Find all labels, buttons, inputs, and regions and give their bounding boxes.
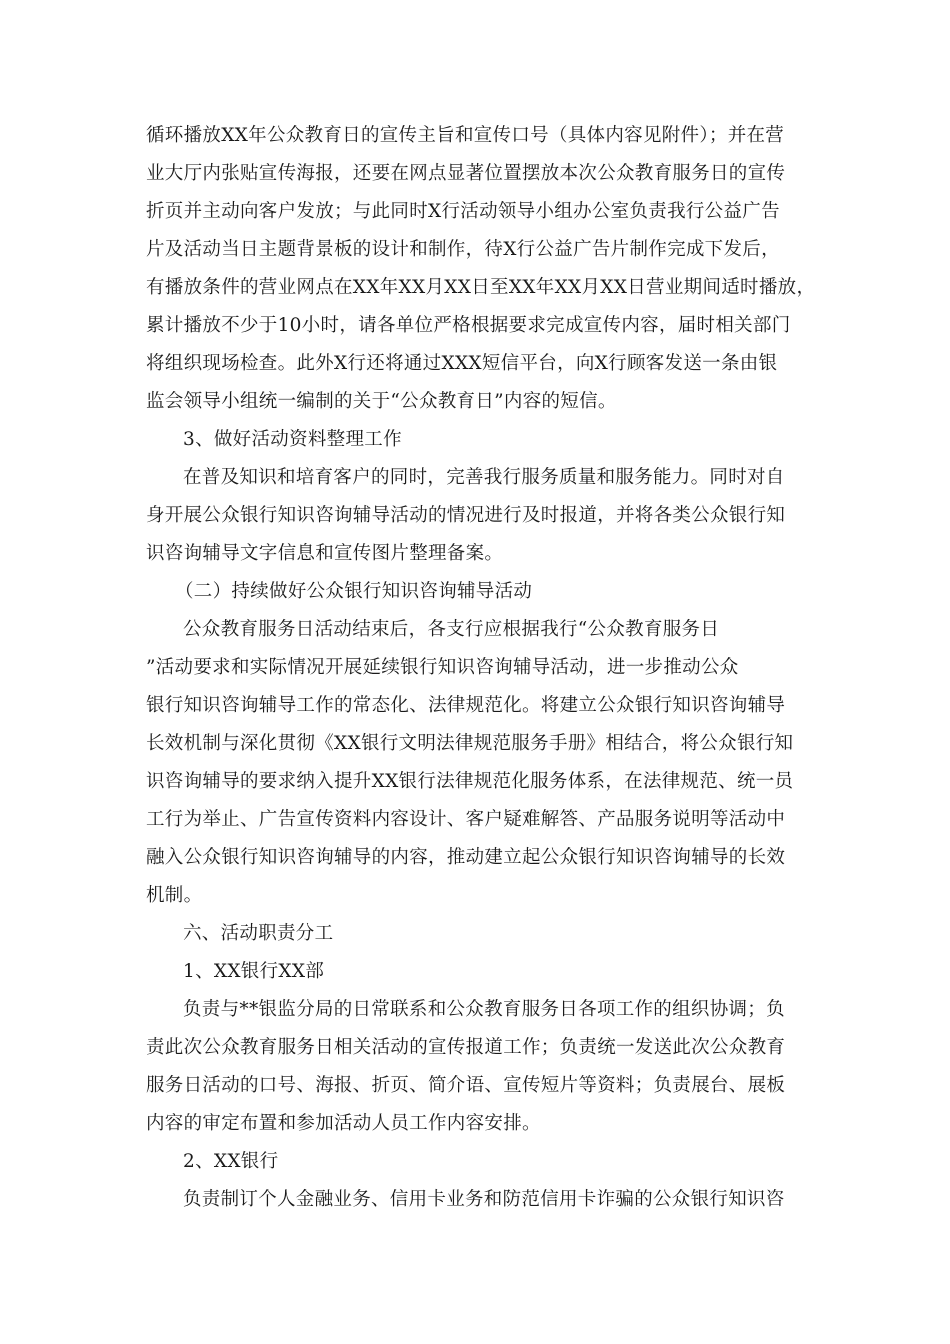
body-line: 工行为举止、广告宣传资料内容设计、客户疑难解答、产品服务说明等活动中	[146, 809, 786, 830]
body-line: ”活动要求和实际情况开展延续银行知识咨询辅导活动，进一步推动公众	[146, 657, 739, 678]
body-line: 在普及知识和培育客户的同时，完善我行服务质量和服务能力。同时对自	[183, 467, 785, 488]
section-heading: 1、XX银行XX部	[183, 961, 325, 982]
body-line: 服务日活动的口号、海报、折页、简介语、宣传短片等资料；负责展台、展板	[146, 1075, 786, 1096]
section-heading: 2、XX银行	[183, 1151, 279, 1172]
body-line: 责此次公众教育服务日相关活动的宣传报道工作；负责统一发送此次公众教育	[146, 1037, 786, 1058]
body-line: 折页并主动向客户发放；与此同时X行活动领导小组办公室负责我行公益广告	[146, 201, 780, 222]
body-line: 内容的审定布置和参加活动人员工作内容安排。	[146, 1113, 541, 1134]
body-line: 公众教育服务日活动结束后，各支行应根据我行“公众教育服务日	[183, 619, 720, 640]
body-line: 负责制订个人金融业务、信用卡业务和防范信用卡诈骗的公众银行知识咨	[183, 1189, 785, 1210]
section-heading: 六、活动职责分工	[183, 923, 334, 944]
body-line: 有播放条件的营业网点在XX年XX月XX日至XX年XX月XX日营业期间适时播放，	[146, 277, 816, 298]
body-line: 业大厅内张贴宣传海报，还要在网点显著位置摆放本次公众教育服务日的宣传	[146, 163, 786, 184]
section-heading: 3、做好活动资料整理工作	[183, 429, 402, 450]
body-line: 识咨询辅导的要求纳入提升XX银行法律规范化服务体系，在法律规范、统一员	[146, 771, 794, 792]
body-line: 银行知识咨询辅导工作的常态化、法律规范化。将建立公众银行知识咨询辅导	[146, 695, 786, 716]
body-line: 监会领导小组统一编制的关于“公众教育日”内容的短信。	[146, 391, 617, 412]
body-line: 片及活动当日主题背景板的设计和制作，待X行公益广告片制作完成下发后，	[146, 239, 780, 260]
body-line: 融入公众银行知识咨询辅导的内容，推动建立起公众银行知识咨询辅导的长效	[146, 847, 786, 868]
body-line: 身开展公众银行知识咨询辅导活动的情况进行及时报道，并将各类公众银行知	[146, 505, 786, 526]
body-line: 循环播放XX年公众教育日的宣传主旨和宣传口号（具体内容见附件）；并在营	[146, 125, 785, 146]
body-line: 累计播放不少于10小时，请各单位严格根据要求完成宣传内容，届时相关部门	[146, 315, 791, 336]
body-line: 识咨询辅导文字信息和宣传图片整理备案。	[146, 543, 504, 564]
body-line: 负责与**银监分局的日常联系和公众教育服务日各项工作的组织协调；负	[183, 999, 785, 1020]
body-line: 长效机制与深化贯彻《XX银行文明法律规范服务手册》相结合，将公众银行知	[146, 733, 794, 754]
body-line: 将组织现场检查。此外X行还将通过XXX短信平台，向X行顾客发送一条由银	[146, 353, 778, 374]
section-heading: （二）持续做好公众银行知识咨询辅导活动	[175, 581, 533, 602]
body-line: 机制。	[146, 885, 203, 906]
